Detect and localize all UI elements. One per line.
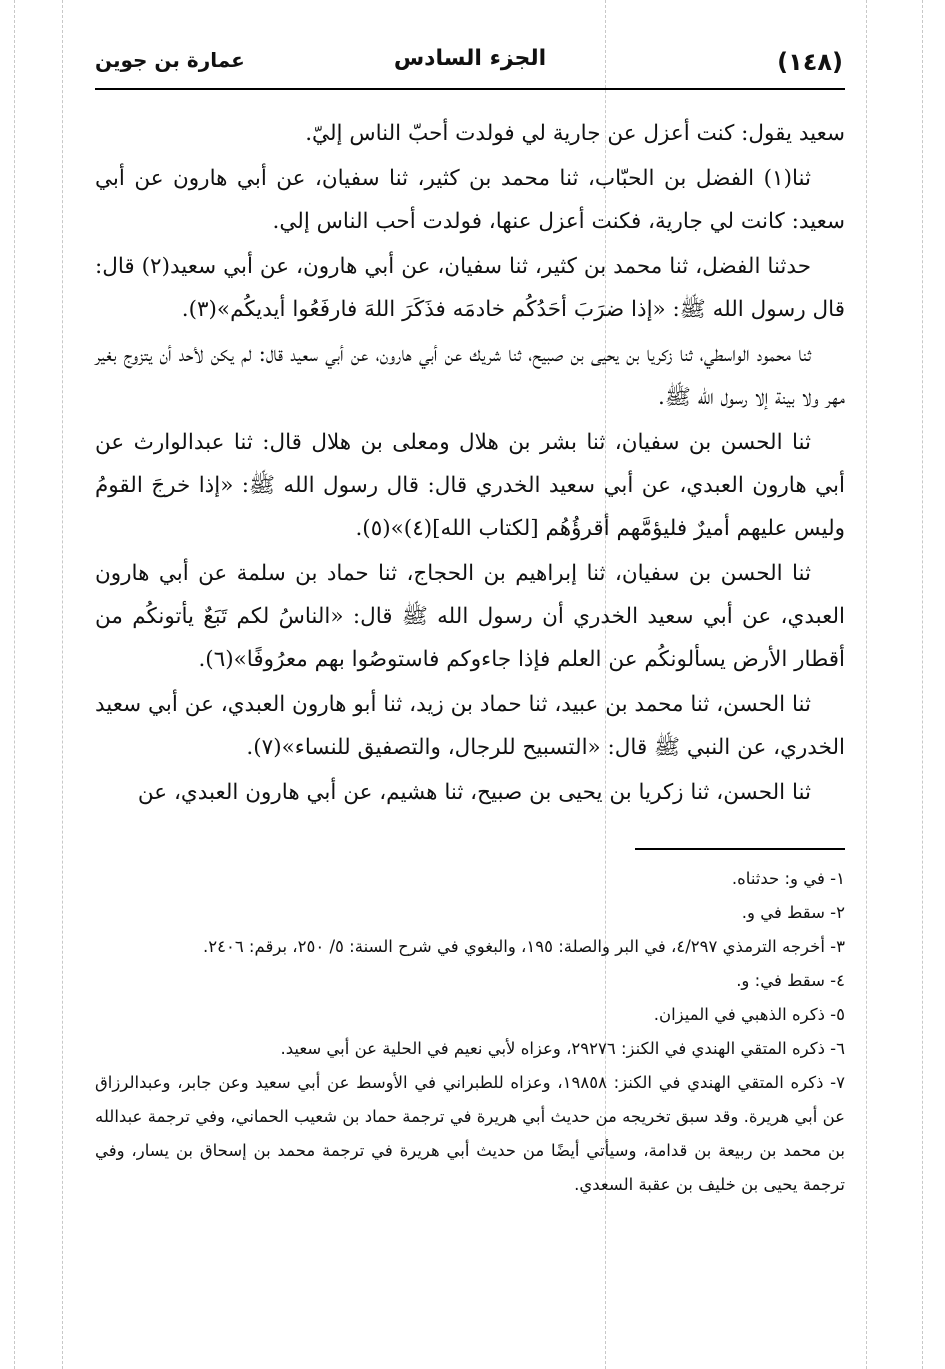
paragraph: سعيد يقول: كنت أعزل عن جارية لي فولدت أحبّ الناس إليّ. [305, 121, 845, 146]
paragraph: ثنا الحسن بن سفيان، ثنا إبراهيم بن الحجاج، ثنا حماد بن سلمة عن أبي هارون العبدي، عن أبي سعيد الخدري أن رسول الله ﷺ قال: «الناسُ لكم تَبَعٌ يأتونكُم من أقطار الأرض يسألونكُم عن العلم فإذا جاءوكم فاستوصُوا بهم معرُوفًا»(٦). [95, 561, 845, 672]
footnote: ٧- ذكره المتقي الهندي في الكنز: ١٩٨٥٨، وعزاه للطبراني في الأوسط عن أبي سعيد وعن جابر، وعبدالرزاق عن أبي هريرة. وقد سبق تخريجه من حديث أبي هريرة في ترجمة حماد بن شعيب الحماني، وفي ترجمة عبدالله بن محمد بن ربيعة بن قدامة، وسيأتي أيضًا من حديث أبي هريرة في ترجمة محمد بن إسحاق بن يسار، وفي ترجمة يحيى بن خليف بن عقبة السعدي. [95, 1073, 845, 1194]
paragraph: ثنا(١) الفضل بن الحبّاب، ثنا محمد بن كثير، ثنا سفيان، عن أبي هارون عن أبي سعيد: كانت لي جارية، فكنت أعزل عنها، فولدت أحب الناس إلي. [95, 166, 845, 234]
footnote-separator [635, 848, 845, 850]
footnote: ١- في و: حدثناه. [731, 869, 845, 888]
part-title: الجزء السادس [393, 46, 547, 71]
footnote: ٤- سقط في: و. [736, 971, 845, 990]
footnote: ٢- سقط في و. [741, 903, 845, 922]
footnotes [95, 862, 845, 1202]
footnote: ٦- ذكره المتقي الهندي في الكنز: ٢٩٢٧٦، وعزاه لأبي نعيم في الحلية عن أبي سعيد. [280, 1039, 845, 1058]
running-header [95, 40, 845, 90]
margin-guide-line [866, 0, 867, 1369]
paragraph: ثنا الحسن، ثنا محمد بن عبيد، ثنا حماد بن زيد، ثنا أبو هارون العبدي، عن أبي سعيد الخدري، عن النبي ﷺ قال: «التسبيح للرجال، والتصفيق للنساء»(٧). [95, 692, 845, 760]
page-number: (١٤٨) [777, 48, 843, 76]
paragraph: ثنا الحسن بن سفيان، ثنا بشر بن هلال ومعلى بن هلال قال: ثنا عبدالوارث عن أبي هارون العبدي، عن أبي سعيد الخدري قال: قال رسول الله ﷺ: «إذا خرجَ القومُ وليس عليهم أميرٌ فليؤمَّهم أقرؤُهُم [لكتاب الله](٤)»(٥). [95, 430, 845, 541]
main-text [95, 112, 845, 814]
chapter-person-title: عمارة بن جوين [95, 48, 245, 72]
margin-guide-line [14, 0, 15, 1369]
paragraph: حدثنا الفضل، ثنا محمد بن كثير، ثنا سفيان، عن أبي هارون، عن أبي سعيد(٢) قال: قال رسول الله ﷺ: «إذا ضرَبَ أحَدُكُم خادمَه فذَكَرَ اللهَ فارفَعُوا أيديكُم»(٣). [95, 254, 845, 322]
footnote: ٥- ذكره الذهبي في الميزان. [653, 1005, 845, 1024]
footnote: ٣- أخرجه الترمذي ٤/٢٩٧، في البر والصلة: ١٩٥، والبغوي في شرح السنة: ٥/ ٢٥٠، برقم: ٢٤٠٦. [202, 937, 845, 956]
paragraph: ثنا الحسن، ثنا زكريا بن يحيى بن صبيح، ثنا هشيم، عن أبي هارون العبدي، عن [137, 780, 811, 805]
margin-guide-line [62, 0, 63, 1369]
paragraph: ثنا محمود الواسطي، ثنا زكريا بن يحيى بن صبيح، ثنا شريك عن أبي هارون، عن أبي سعيد قال: لم يكن لأحد أن يتزوج بغير مهر ولا بينة إلا رسول الله ﷺ. [95, 342, 845, 410]
margin-guide-line [922, 0, 923, 1369]
book-page [95, 40, 845, 1202]
